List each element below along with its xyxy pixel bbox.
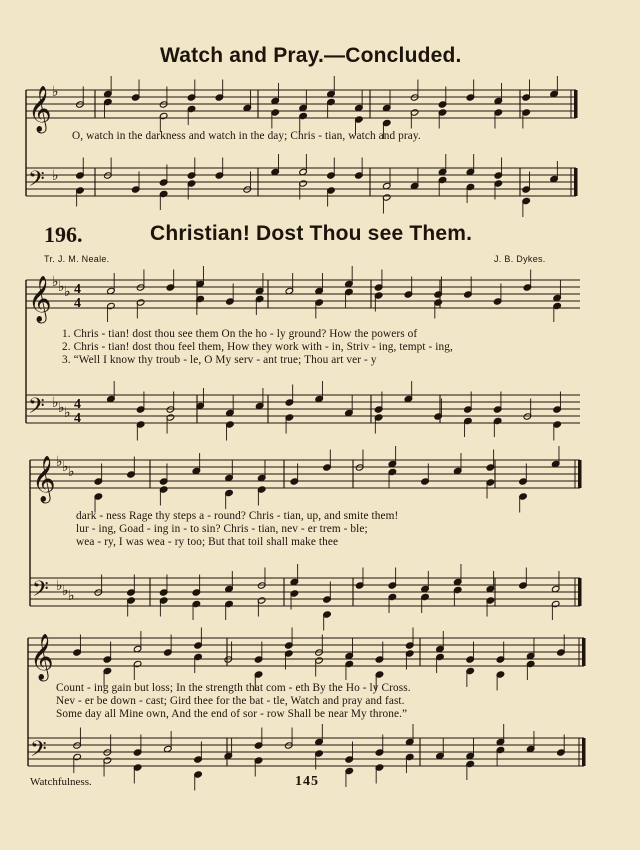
system-1-bass-flat-icon: ♭ — [52, 169, 59, 184]
continued-title: Watch and Pray.—Concluded. — [160, 44, 462, 67]
lyric-block-system-2 — [62, 328, 453, 367]
system-1-bass-final-barline — [574, 168, 578, 196]
system-3-treble-final-barline — [578, 460, 582, 488]
system-2-bass-time-signature: 4 — [74, 411, 81, 426]
system-3-bass-flat-icon: ♭ — [68, 589, 75, 604]
treble-clef-icon: 𝄞 — [28, 276, 52, 322]
verse-3-line: 3. “Well I know thy troub - le, O My serv - ant true; Thou art ver - y — [62, 354, 377, 366]
treble-clef-icon: 𝄞 — [32, 456, 56, 502]
translator-credit: Tr. J. M. Neale. — [44, 254, 110, 264]
verse-1-line: dark - ness Rage thy steps a - round? Chris - tian, up, and smite them! — [76, 510, 399, 522]
verse-3-line: Some day all Mine own, And the end of sor - row Shall be near My throne.” — [56, 708, 408, 720]
system-3-bass-flat-icon: ♭ — [56, 579, 63, 594]
system-3-bass-flat-icon: ♭ — [62, 584, 69, 599]
hymn-number: 196. — [44, 222, 83, 247]
system-2-bass-flat-icon: ♭ — [52, 396, 59, 411]
system-2-treble-flat-icon: ♭ — [58, 280, 65, 295]
lyric-block-system-4 — [56, 682, 411, 721]
treble-clef-icon: 𝄞 — [30, 634, 54, 680]
system-1-treble-final-barline — [574, 90, 578, 118]
system-2-treble-flat-icon: ♭ — [64, 285, 71, 300]
system-4-bass-final-barline — [582, 738, 586, 766]
treble-clef-icon: 𝄞 — [28, 86, 52, 132]
system-2-treble-time-signature: 4 — [74, 282, 81, 297]
system-2-bass-flat-icon: ♭ — [58, 401, 65, 416]
lyric-block-system-3 — [76, 510, 398, 549]
lyric-line-1 — [72, 130, 572, 142]
verse-2-line: Nev - er be down - cast; Gird thee for the bat - tle, Watch and pray and fast. — [56, 695, 405, 707]
system-3-treble-flat-icon: ♭ — [62, 460, 69, 475]
bass-clef-icon: 𝄢 — [28, 394, 45, 424]
system-2-treble-time-signature: 4 — [74, 296, 81, 311]
composer-credit: J. B. Dykes. — [494, 254, 546, 264]
system-3-bass-final-barline — [578, 578, 582, 606]
lyric-text: O, watch in the darkness and watch in the day; Chris - tian, watch and pray. — [72, 130, 421, 142]
system-4-treble-final-barline — [582, 638, 586, 666]
verse-3-line: wea - ry, I was wea - ry too; But that toil shall make thee — [76, 536, 339, 548]
system-2-treble-flat-icon: ♭ — [52, 275, 59, 290]
system-3-treble-flat-icon: ♭ — [68, 465, 75, 480]
system-1-treble-flat-icon: ♭ — [52, 85, 59, 100]
bass-clef-icon: 𝄢 — [30, 737, 47, 767]
bass-clef-icon: 𝄢 — [28, 167, 45, 197]
verse-1-line: 1. Chris - tian! dost thou see them On the ho - ly ground? How the powers of — [62, 328, 418, 340]
topic-label: Watchfulness. — [30, 776, 92, 788]
verse-2-line: lur - ing, Goad - ing in - to sin? Chris - tian, nev - er trem - ble; — [76, 523, 368, 535]
verse-1-line: Count - ing gain but loss; In the strength that com - eth By the Ho - ly Cross. — [56, 682, 411, 694]
system-2-bass-time-signature: 4 — [74, 397, 81, 412]
system-2-bass-flat-icon: ♭ — [64, 406, 71, 421]
bass-clef-icon: 𝄢 — [32, 577, 49, 607]
system-3-treble-flat-icon: ♭ — [56, 455, 63, 470]
verse-2-line: 2. Chris - tian! dost thou feel them, How they work with - in, Striv - ing, tempt - ing, — [62, 341, 453, 353]
page-number: 145 — [295, 774, 319, 789]
hymn-title: Christian! Dost Thou see Them. — [150, 222, 473, 245]
